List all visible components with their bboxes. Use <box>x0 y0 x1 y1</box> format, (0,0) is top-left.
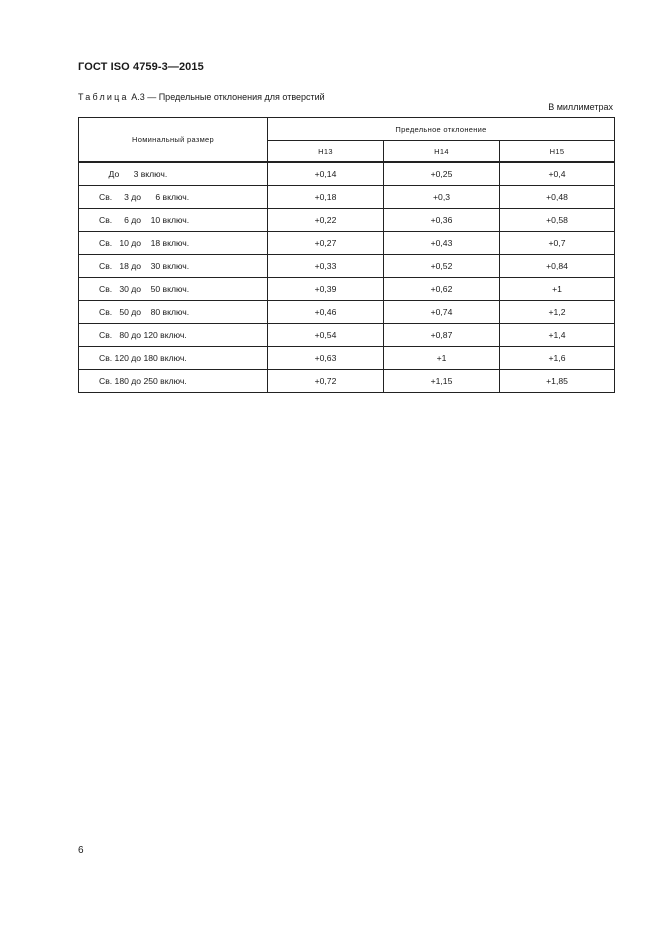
h15-cell: +0,84 <box>500 255 615 278</box>
h14-cell: +0,87 <box>384 324 500 347</box>
size-cell: Св. 120 до 180 включ. <box>79 347 268 370</box>
h14-cell: +0,3 <box>384 186 500 209</box>
table-caption <box>78 92 325 102</box>
h13-cell: +0,72 <box>268 370 384 393</box>
h15-cell: +1 <box>500 278 615 301</box>
h13-cell: +0,46 <box>268 301 384 324</box>
size-cell: Св. 10 до 18 включ. <box>79 232 268 255</box>
h14-cell: +1,15 <box>384 370 500 393</box>
h14-cell: +1 <box>384 347 500 370</box>
h15-cell: +0,7 <box>500 232 615 255</box>
h13-cell: +0,27 <box>268 232 384 255</box>
h13-cell: +0,39 <box>268 278 384 301</box>
h14-cell: +0,52 <box>384 255 500 278</box>
h13-cell: +0,22 <box>268 209 384 232</box>
table-header <box>79 118 615 163</box>
table-row <box>79 301 615 324</box>
col-header-deviation: Предельное отклонение <box>268 118 615 141</box>
col-header-h15: Н15 <box>500 141 615 163</box>
size-cell: До 3 включ. <box>79 162 268 186</box>
size-cell: Св. 30 до 50 включ. <box>79 278 268 301</box>
table-caption-title: А.3 — Предельные отклонения для отверстий <box>128 92 325 102</box>
col-header-h14: Н14 <box>384 141 500 163</box>
h15-cell: +0,4 <box>500 162 615 186</box>
col-header-h13: Н13 <box>268 141 384 163</box>
table-row <box>79 232 615 255</box>
h13-cell: +0,54 <box>268 324 384 347</box>
h15-cell: +0,48 <box>500 186 615 209</box>
size-cell: Св. 18 до 30 включ. <box>79 255 268 278</box>
units-note: В миллиметрах <box>548 102 613 112</box>
page-number: 6 <box>78 845 84 856</box>
size-cell: Св. 50 до 80 включ. <box>79 301 268 324</box>
h13-cell: +0,14 <box>268 162 384 186</box>
table-row <box>79 209 615 232</box>
h15-cell: +1,4 <box>500 324 615 347</box>
table-row <box>79 370 615 393</box>
table-row <box>79 162 615 186</box>
h15-cell: +1,6 <box>500 347 615 370</box>
h15-cell: +1,85 <box>500 370 615 393</box>
h14-cell: +0,74 <box>384 301 500 324</box>
col-header-nominal-size: Номинальный размер <box>79 118 268 163</box>
h14-cell: +0,36 <box>384 209 500 232</box>
size-cell: Св. 80 до 120 включ. <box>79 324 268 347</box>
table-caption-label: Таблица <box>78 92 129 102</box>
h13-cell: +0,18 <box>268 186 384 209</box>
table-row <box>79 347 615 370</box>
h13-cell: +0,63 <box>268 347 384 370</box>
h14-cell: +0,25 <box>384 162 500 186</box>
size-cell: Св. 180 до 250 включ. <box>79 370 268 393</box>
h15-cell: +0,58 <box>500 209 615 232</box>
h14-cell: +0,43 <box>384 232 500 255</box>
h15-cell: +1,2 <box>500 301 615 324</box>
h14-cell: +0,62 <box>384 278 500 301</box>
table-row <box>79 324 615 347</box>
size-cell: Св. 6 до 10 включ. <box>79 209 268 232</box>
table-row <box>79 186 615 209</box>
table-row <box>79 255 615 278</box>
table-row <box>79 278 615 301</box>
h13-cell: +0,33 <box>268 255 384 278</box>
deviation-table <box>78 117 615 393</box>
size-cell: Св. 3 до 6 включ. <box>79 186 268 209</box>
document-code: ГОСТ ISO 4759-3—2015 <box>78 61 204 73</box>
table-body <box>79 162 615 393</box>
